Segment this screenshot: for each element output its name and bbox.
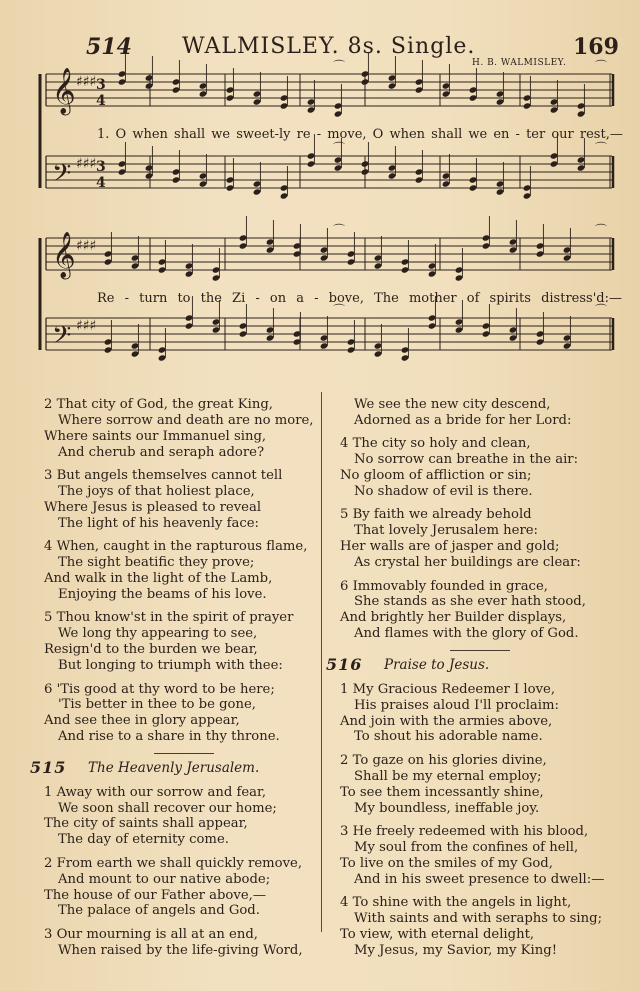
tune-title: WALMISLEY. 8s. Single. [182,34,476,59]
fermata-icon: ⌒ [595,303,608,317]
verse-line: The city of saints shall appear, [44,816,248,832]
hymn-514-stanzas [44,397,324,745]
verse-line: 1 Away with our sorrow and fear, [44,784,267,800]
verse-line: 1 My Gracious Redeemer I love, [340,681,556,697]
treble-clef-icon: 𝄞 [52,232,76,278]
verse-line: 'Tis better in thee to be gone, [58,697,256,713]
hymn-516-title: Praise to Jesus. [384,656,490,673]
verse-line: And brightly her Builder displays, [340,610,567,626]
verse-line: And join with the armies above, [340,713,553,729]
hymn-515-number: 515 [30,757,67,777]
verse-line: That lovely Jerusalem here: [354,523,539,539]
hymn-516-stanza [340,682,630,746]
hymn-516-number: 516 [326,654,363,674]
hymn-516-stanzas [340,682,630,959]
hymn-515-stanza [44,856,324,920]
verse-line: 3 Our mourning is all at an end, [44,926,258,942]
verse-line: 5 Thou know'st in the spirit of prayer [44,610,294,626]
verse-line: 3 But angels themselves cannot tell [44,468,283,484]
fermata-icon: ⌒ [333,141,346,155]
hymn-514-stanza [44,610,324,674]
verse-line: 5 By faith we already behold [340,507,532,523]
verse-line: And mount to our native abode; [58,871,271,887]
hymn-516-stanza [340,824,630,888]
verse-line: We long thy appearing to see, [58,626,258,642]
verse-line: 4 To shine with the angels in light, [340,895,572,911]
verse-line: The house of our Father above,— [44,887,267,903]
verse-line: The sight beatific they prove; [58,555,255,571]
verse-line: Shall be my eternal employ; [354,768,542,784]
verse-line: Resign'd to the burden we bear, [44,642,258,658]
fermata-icon: ⌒ [333,223,346,237]
verse-line: And rise to a share in thy throne. [58,729,280,745]
key-signature-icon: ♯♯♯ [76,318,97,334]
verse-line: 2 From earth we shall quickly remove, [44,855,303,871]
verse-line: No shadow of evil is there. [354,484,533,500]
right-column [326,397,630,966]
verse-line: My soul from the confines of hell, [354,839,579,855]
hymn-515-stanzas [44,785,324,959]
verse-line: And flames with the glory of God. [354,626,579,642]
verse-line: His praises aloud I'll proclaim: [354,697,559,713]
fermata-icon: ⌒ [333,303,346,317]
lyric-line-2: Re - turn to the Zi - on a - bove, The mother of spirits distress'd:— [97,291,622,306]
verse-line: With saints and with seraphs to sing; [354,910,603,926]
verse-line: 6 'Tis good at thy word to be here; [44,681,275,697]
verse-line: And in his sweet presence to dwell:— [354,871,605,887]
verse-line: Where saints our Immanuel sing, [44,428,267,444]
verse-line: But longing to triumph with thee: [58,658,283,674]
time-signature: 3 [96,77,106,93]
verse-line: When raised by the life-giving Word, [58,942,303,958]
verse-line: Where Jesus is pleased to reveal [44,499,262,515]
verse-line: 3 He freely redeemed with his blood, [340,823,589,839]
verse-line: As crystal her buildings are clear: [354,555,581,571]
verse-line: To live on the smiles of my God, [340,855,553,871]
hymn-515-title: The Heavenly Jerusalem. [88,759,260,776]
verse-line: And walk in the light of the Lamb, [44,571,273,587]
fermata-icon: ⌒ [595,223,608,237]
verse-line: And see thee in glory appear, [44,713,240,729]
verse-line: We soon shall recover our home; [58,800,277,816]
hymn-515-stanza [340,397,630,429]
page-number: 169 [573,34,619,60]
hymn-515-stanza [340,436,630,500]
bass-clef-icon: 𝄢 [52,159,72,194]
verse-line: Enjoying the beams of his love. [58,586,267,602]
verse-line: The light of his heavenly face: [58,515,259,531]
key-signature-icon: ♯♯♯ [76,74,97,90]
hymn-number-514: 514 [86,34,132,60]
time-signature: 4 [96,175,106,191]
left-column [30,397,324,966]
hymn-514-stanza [44,682,324,746]
verse-line: Where sorrow and death are no more, [58,412,314,428]
verse-line: 4 The city so holy and clean, [340,436,531,452]
verse-line: To shout his adorable name. [354,729,543,745]
bass-clef-icon: 𝄢 [52,321,72,356]
verse-line: No sorrow can breathe in the air: [354,452,579,468]
fermata-icon: ⌒ [595,141,608,155]
hymn-516-stanza [340,753,630,817]
verse-line: 2 That city of God, the great King, [44,397,273,412]
fermata-icon: ⌒ [595,59,608,73]
verse-line: To view, with eternal delight, [340,926,535,942]
verse-line: She stands as she ever hath stood, [354,594,586,610]
verse-line: No gloom of affliction or sin; [340,468,532,484]
verse-line: My Jesus, my Savior, my King! [354,942,557,958]
composer-credit: H. B. WALMISLEY. [472,58,567,68]
hymn-separator [154,753,214,754]
hymn-515-stanza [44,785,324,849]
hymn-515-stanza [340,579,630,643]
hymn-514-stanza [44,468,324,532]
hymn-516-stanza [340,895,630,959]
key-signature-icon: ♯♯♯ [76,156,97,172]
fermata-icon: ⌒ [333,59,346,73]
hymn-515-continued-stanzas [340,397,630,642]
verse-line: The palace of angels and God. [58,903,260,919]
verse-line: To see them incessantly shine, [340,784,544,800]
verse-line: 2 To gaze on his glories divine, [340,752,547,768]
hymn-515-stanza [340,507,630,571]
verse-line: 4 When, caught in the rapturous flame, [44,539,308,555]
hymn-516-heading [326,654,630,679]
time-signature: 4 [96,93,106,109]
music-score [0,0,640,390]
verse-line: My boundless, ineffable joy. [354,800,540,816]
hymn-separator [450,650,510,651]
treble-clef-icon: 𝄞 [52,68,76,114]
verse-line: Adorned as a bride for her Lord: [354,412,572,428]
verse-line: We see the new city descend, [354,397,551,412]
verse-line: Her walls are of jasper and gold; [340,539,560,555]
time-signature: 3 [96,159,106,175]
verse-line: The day of eternity come. [58,832,229,848]
hymn-515-stanza [44,927,324,959]
verse-line: And cherub and seraph adore? [58,444,265,460]
verse-line: The joys of that holiest place, [58,484,255,500]
hymn-514-stanza [44,539,324,603]
lyric-line-1: 1. O when shall we sweet-ly re - move, O when shall we en - ter our rest,— [97,127,623,142]
verse-line: 6 Immovably founded in grace, [340,578,548,594]
hymn-515-heading [30,757,324,782]
key-signature-icon: ♯♯♯ [76,238,97,254]
hymn-514-stanza [44,397,324,461]
